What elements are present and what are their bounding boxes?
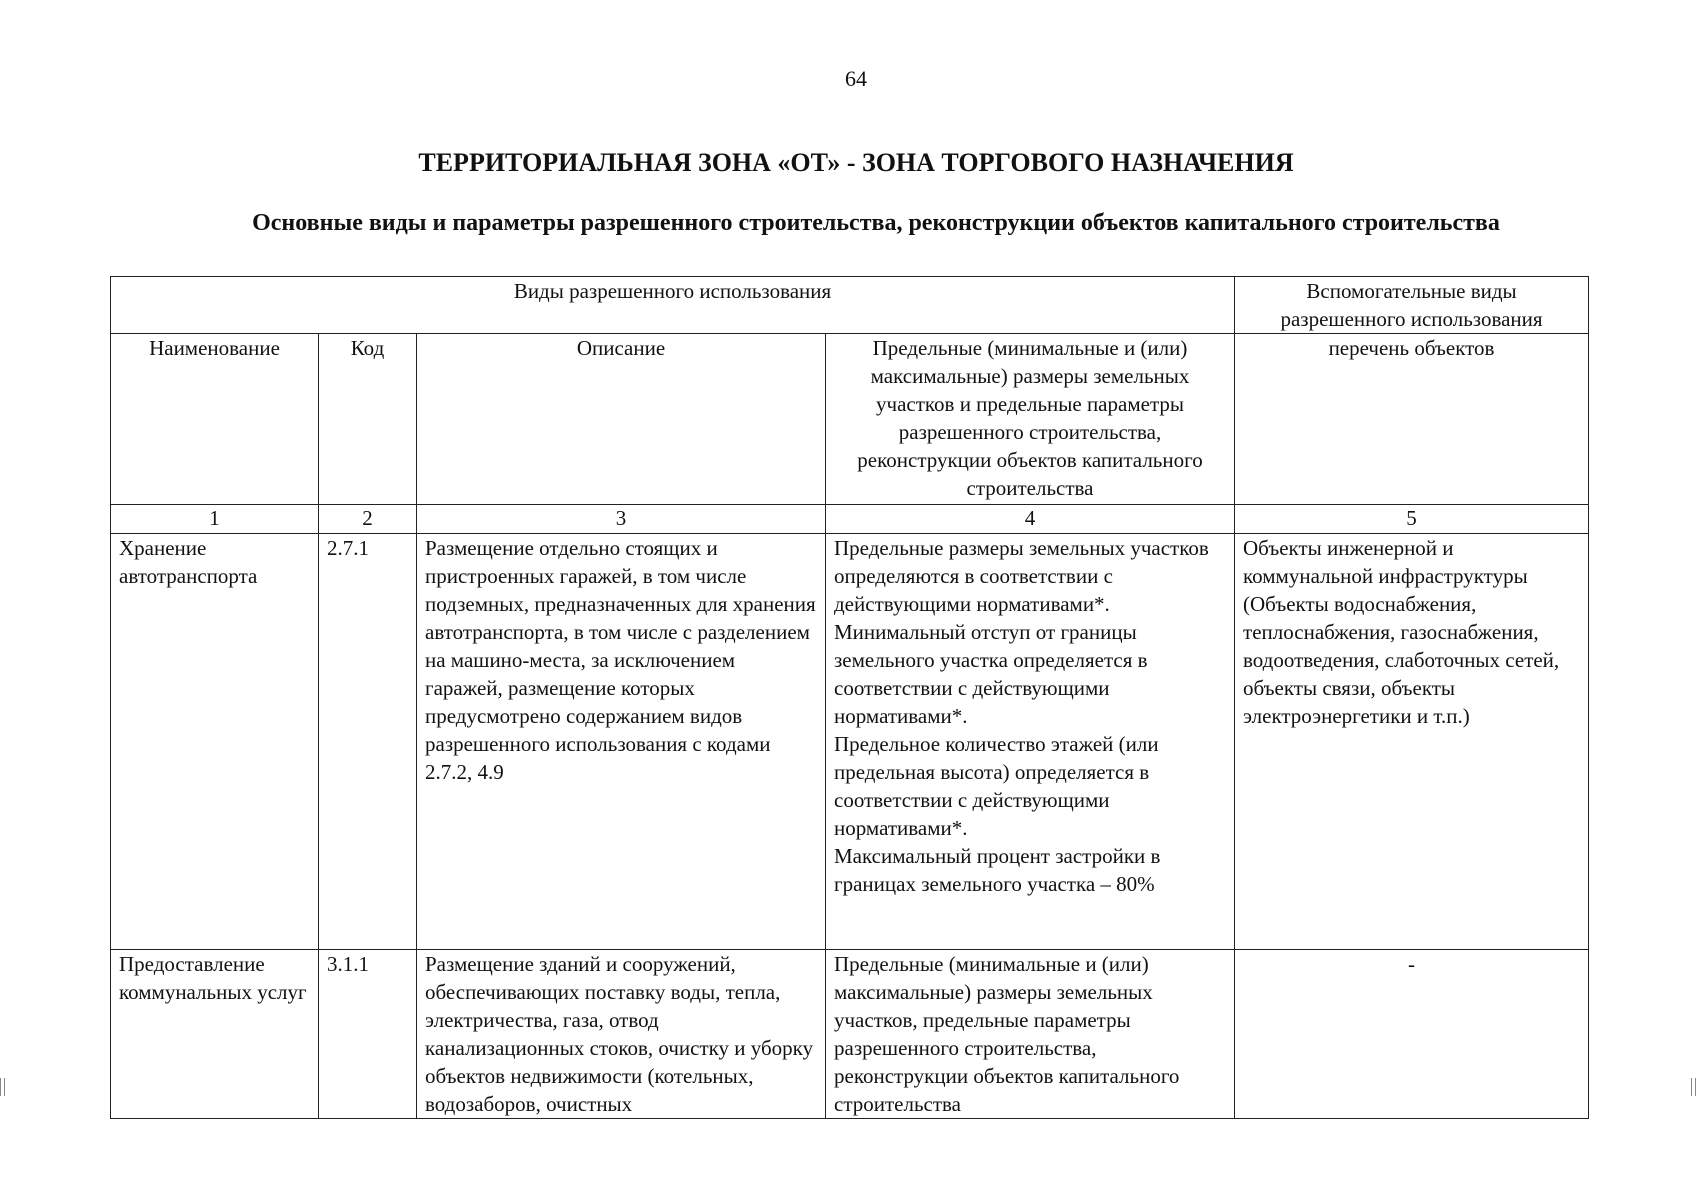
row-code: 3.1.1 [319, 950, 417, 1119]
column-number: 2 [319, 505, 417, 534]
column-number: 5 [1235, 505, 1589, 534]
column-number: 3 [417, 505, 826, 534]
column-header-description: Описание [417, 334, 826, 505]
row-name: Предоставление коммунальных услуг [111, 950, 319, 1119]
group-header-row [111, 277, 1589, 334]
column-header-params: Предельные (минимальные и (или) максимальные) размеры земельных участков и предельные параметры разрешенного строительства, реконструкции объектов капитального строительства [826, 334, 1235, 505]
row-aux-objects: Объекты инженерной и коммунальной инфраструктуры (Объекты водоснабжения, теплоснабжения, газоснабжения, водоотведения, слаботочных сетей, объекты связи, объекты электроэнергетики и т.п.) [1235, 534, 1589, 950]
row-params [826, 950, 1235, 1119]
param-line: Предельные размеры земельных участков определяются в соответствии с действующими нормативами*. [834, 536, 1209, 616]
zoning-table [110, 276, 1589, 1119]
row-description: Размещение зданий и сооружений, обеспечивающих поставку воды, тепла, электричества, газа, отвод канализационных стоков, очистку и уборку объектов недвижимости (котельных, водозаборов, очистных [417, 950, 826, 1119]
row-description: Размещение отдельно стоящих и пристроенных гаражей, в том числе подземных, предназначенных для хранения автотранспорта, в том числе с разделением на машино-места, за исключением гаражей, размещение которых предусмотрено содержанием видов разрешенного использования с кодами 2.7.2, 4.9 [417, 534, 826, 950]
table-row [111, 534, 1589, 950]
row-aux-objects: - [1235, 950, 1589, 1119]
page-number: 64 [845, 66, 867, 91]
column-number: 4 [826, 505, 1235, 534]
row-code: 2.7.1 [319, 534, 417, 950]
param-line: Максимальный процент застройки в границах земельного участка – 80% [834, 844, 1161, 896]
group-header-main: Виды разрешенного использования [111, 277, 1235, 334]
column-header-objects: перечень объектов [1235, 334, 1589, 505]
column-header-row [111, 334, 1589, 505]
param-line: Предельное количество этажей (или предельная высота) определяется в соответствии с действующими нормативами*. [834, 732, 1159, 840]
scan-margin-mark [1691, 1078, 1696, 1096]
zone-title: ТЕРРИТОРИАЛЬНАЯ ЗОНА «ОТ» - ЗОНА ТОРГОВОГО НАЗНАЧЕНИЯ [418, 148, 1294, 177]
param-line: Минимальный отступ от границы земельного участка определяется в соответствии с действующими нормативами*. [834, 620, 1148, 728]
scan-margin-mark [0, 1078, 5, 1096]
column-header-code: Код [319, 334, 417, 505]
column-header-name: Наименование [111, 334, 319, 505]
row-name: Хранение автотранспорта [111, 534, 319, 950]
group-header-aux: Вспомогательные виды разрешенного использования [1235, 277, 1589, 334]
param-line: Предельные (минимальные и (или) максимальные) размеры земельных участков, предельные параметры разрешенного строительства, реконструкции объектов капитального строительства [834, 952, 1180, 1116]
row-params [826, 534, 1235, 950]
column-number-row [111, 505, 1589, 534]
section-title: Основные виды и параметры разрешенного строительства, реконструкции объектов капитального строительства [252, 210, 1500, 236]
column-number: 1 [111, 505, 319, 534]
table-row [111, 950, 1589, 1119]
